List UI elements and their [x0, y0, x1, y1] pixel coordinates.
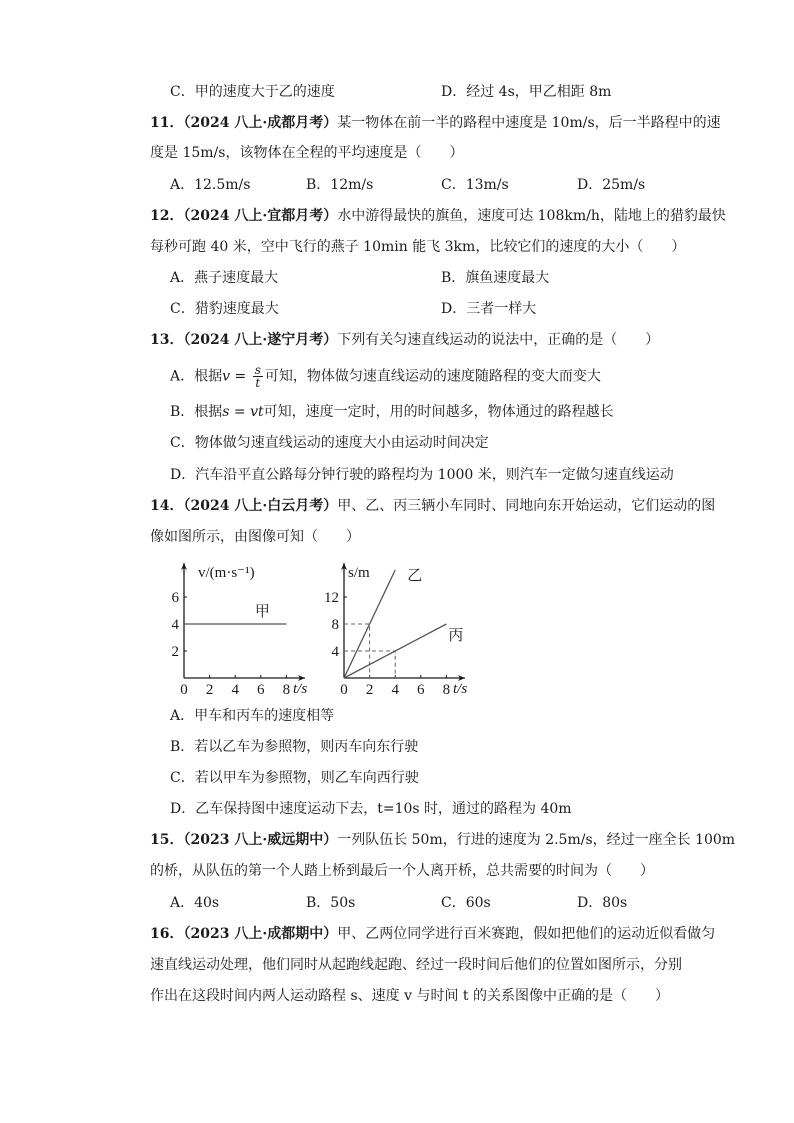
q11-text: 某一物体在前一半的路程中速度是 10m/s，后一半路程中的速: [337, 115, 721, 131]
series-label-yi: 乙: [407, 568, 423, 584]
q16-number: 16．: [150, 926, 184, 942]
distance-time-graph: [320, 555, 480, 700]
velocity-time-graph: [160, 555, 320, 700]
q13-stem-line1: [150, 330, 659, 350]
q14-option-d: D．乙车保持图中速度运动下去，t=10s 时，通过的路程为 40m: [170, 801, 572, 817]
y-tick-label: 6: [171, 590, 179, 606]
y-tick-label: 8: [331, 617, 339, 633]
q15-option-a: A．40s: [170, 895, 220, 911]
q11-number: 11．: [150, 115, 184, 131]
series-label-jia: 甲: [254, 604, 270, 620]
y-tick-label: 4: [171, 617, 179, 633]
q13-option-d: D．汽车沿平直公路每分钟行驶的路程均为 1000 米，则汽车一定做匀速直线运动: [170, 467, 674, 483]
q15-option-c: C．60s: [441, 895, 491, 911]
q14-text: 甲、乙、丙三辆小车同时、同地向东开始运动，它们运动的图: [337, 498, 716, 514]
q12-option-b: B．旗鱼速度最大: [441, 270, 550, 286]
y-tick-label: 12: [324, 590, 339, 606]
x-tick-label: 6: [257, 682, 265, 698]
y-tick-label: 2: [171, 644, 179, 660]
q11-option-c: C．13m/s: [441, 177, 509, 193]
q14-option-c: C．若以甲车为参照物，则乙车向西行驶: [170, 770, 419, 786]
x-tick-label: 4: [231, 682, 239, 698]
q13-a-text: 可知，物体做匀速直线运动的速度随路程的变大而变大: [264, 368, 601, 385]
q10-option-d: D．经过 4s，甲乙相距 8m: [441, 84, 612, 100]
q13-b-text: 可知，速度一定时，用的时间越多，物体通过的路程越长: [263, 404, 614, 420]
q13-option-b: [170, 402, 614, 422]
q14-option-a: A．甲车和丙车的速度相等: [170, 708, 335, 724]
x-axis-label: t/s: [453, 681, 468, 697]
q12-option-d: D．三者一样大: [441, 301, 537, 317]
q13-a-equals: =: [230, 368, 251, 385]
x-tick-label: 6: [417, 682, 425, 698]
x-tick-label: 2: [205, 682, 214, 698]
q12-option-c: C．猎豹速度最大: [170, 301, 279, 317]
q11-option-a: A．12.5m/s: [170, 177, 251, 193]
x-axis-label: t/s: [293, 681, 308, 697]
q12-stem-line2: 每秒可跑 40 米，空中飞行的燕子 10min 能飞 3km，比较它们的速度的大小（ ）: [150, 239, 686, 255]
y-axis-label: v/(m·s⁻¹): [198, 565, 255, 581]
q13-number: 13．: [150, 332, 184, 348]
q12-stem-line1: [150, 206, 726, 226]
q16-text: 甲、乙两位同学进行百米赛跑，假如把他们的运动近似看做匀: [337, 926, 716, 942]
q13-a-prefix: A．根据: [170, 368, 223, 385]
q14-stem-line1: [150, 496, 715, 516]
series-label-bing: 丙: [448, 628, 464, 644]
x-tick-label: 8: [442, 682, 451, 698]
q11-stem-line1: [150, 113, 721, 133]
q13-option-a: [170, 364, 601, 389]
x-tick-label: 8: [282, 682, 291, 698]
q14-source: （2024 八上·白云月考）: [183, 498, 338, 514]
q13-text: 下列有关匀速直线运动的说法中，正确的是（ ）: [337, 332, 660, 348]
q16-stem-line2: 速直线运动处理，他们同时从起跑线起跑、经过一段时间后他们的位置如图所示，分别: [150, 957, 682, 973]
q13-option-c: C．物体做匀速直线运动的速度大小由运动时间决定: [170, 435, 489, 451]
q12-option-a: A．燕子速度最大: [170, 270, 279, 286]
q15-option-d: D．80s: [577, 895, 628, 911]
q11-stem-line2: 度是 15m/s，该物体在全程的平均速度是（ ）: [150, 145, 464, 161]
q11-option-b: B．12m/s: [306, 177, 374, 193]
q13-b-prefix: B．根据: [170, 404, 223, 420]
x-tick-label: 2: [365, 682, 374, 698]
q14-option-b: B．若以乙车为参照物，则丙车向东行驶: [170, 739, 419, 755]
q13-a-var-v: v: [222, 368, 231, 385]
x-tick-label: 0: [340, 682, 348, 698]
q14-number: 14．: [150, 498, 184, 514]
q11-option-d: D．25m/s: [577, 177, 646, 193]
q13-a-fraction: [253, 364, 263, 389]
y-tick-label: 4: [331, 644, 339, 660]
q13-source: （2024 八上·遂宁月考）: [183, 332, 338, 348]
q11-source: （2024 八上·成都月考）: [183, 115, 338, 131]
q16-stem-line1: [150, 924, 715, 944]
x-tick-label: 4: [391, 682, 399, 698]
q13-a-numerator: s: [254, 363, 261, 377]
q13-a-denominator: t: [255, 376, 261, 390]
q15-text: 一列队伍长 50m，行进的速度为 2.5m/s，经过一座全长 100m: [337, 832, 736, 848]
q16-stem-line3: 作出在这段时间内两人运动路程 s、速度 v 与时间 t 的关系图像中正确的是（ ）: [150, 988, 669, 1004]
q16-source: （2023 八上·成都期中）: [183, 926, 338, 942]
q15-number: 15．: [150, 832, 184, 848]
q12-number: 12．: [150, 208, 184, 224]
q12-source: （2024 八上·宜都月考）: [183, 208, 338, 224]
q14-stem-line2: 像如图所示，由图像可知（ ）: [150, 529, 360, 545]
q15-stem-line1: [150, 830, 735, 850]
q10-option-c: C．甲的速度大于乙的速度: [170, 84, 335, 100]
q15-source: （2023 八上·威远期中）: [183, 832, 338, 848]
q13-b-formula: s = vt: [222, 404, 264, 420]
q12-text: 水中游得最快的旗鱼，速度可达 108km/h，陆地上的猎豹最快: [337, 208, 726, 224]
x-tick-label: 0: [180, 682, 188, 698]
q15-stem-line2: 的桥，从队伍的第一个人踏上桥到最后一个人离开桥，总共需要的时间为（ ）: [150, 863, 654, 879]
y-axis-label: s/m: [348, 565, 370, 581]
q15-option-b: B．50s: [306, 895, 356, 911]
